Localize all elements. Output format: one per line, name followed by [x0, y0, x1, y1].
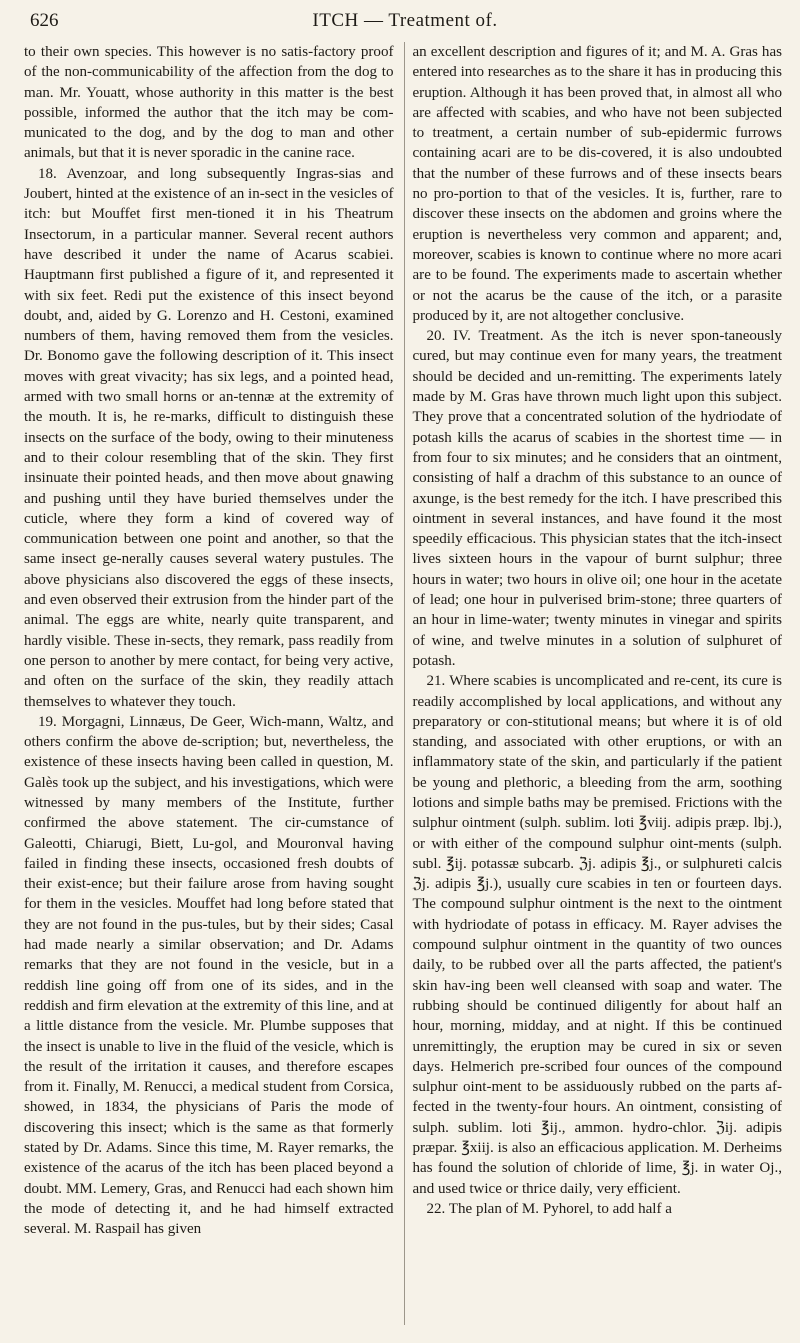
paragraph: 20. IV. Treatment. As the itch is never spon-taneously cured, but may continue even for many years, the treatment should be decided and un-remitting. The experiments lately made by M. Gras have thrown much light upon this subject. They prove that a concentrated solution of the hydriodate of potash kills the acarus of scabies in the shortest time — in from four to six minutes; and he considers that an ointment, consisting of half a drachm of this substance to an ounce of axunge, is the best remedy for the itch. I have prescribed this ointment in several instances, and have found it the most speedily efficacious. This physician states that the itch-insect lives sixteen hours in the vapour of burnt sulphur; three hours in water; two hours in olive oil; one hour in the acetate of lead; one hour in pulverised brim-stone; three quarters of an hour in lime-water; twenty minutes in vinegar and spirits of wine, and twelve minutes in a solution of sulphuret of potash.	[412, 328, 782, 669]
right-column	[404, 42, 783, 1325]
running-head: ITCH — Treatment of.	[312, 10, 498, 31]
paragraph: 19. Morgagni, Linnæus, De Geer, Wich-mann, Waltz, and others confirm the above de-scription; but, nevertheless, the existence of these insects having been called in question, M. Galès took up the subject, and his investigations, which were witnessed by many members of the Institute, further confirmed the above statement. The cir-cumstance of Galeotti, Chiarugi, Biett, Lu-gol, and Mouronval having failed in finding these insects, occasioned fresh doubts of their exist-ence; but their failure arose from having sought for them in the vesicles. Mouffet had long before stated that they are not found in the pus-tules, but by their sides; Casal had made nearly a similar observation; and Dr. Adams remarks that they are not found in the vesicle, but in a reddish line going off from one of its sides, and in the reddish and firm elevation at the extremity of this line, and at a little distance from the vesicle. Mr. Plumbe supposes that the insect is unable to live in the fluid of the vesicle, which is the result of the irritation it causes, and therefore escapes from it. Finally, M. Renucci, a medical student from Corsica, showed, in 1834, the physicians of Paris the mode of discovering this insect; which is the same as that formerly stated by Dr. Adams. Since this time, M. Rayer remarks, the existence of the acarus of the itch has been placed beyond a doubt. MM. Lemery, Gras, and Renucci had each shown him the mode of detecting it, and he had himself extracted several. M. Raspail has given	[24, 713, 394, 1238]
text-columns	[24, 42, 782, 1325]
paragraph: 18. Avenzoar, and long subsequently Ingras-sias and Joubert, hinted at the existence of an in-sect in the vesicles of itch: but Mouffet first men-tioned it in his Theatrum Insectorum, in a particular manner. Several recent authors have described it under the name of Acarus scabiei. Hauptmann first published a figure of it, and represented it with six feet. Redi put the existence of this insect beyond doubt, and, aided by G. Lorenzo and H. Cestoni, examined numbers of them, having removed them from the vesicles. Dr. Bonomo gave the following description of it. This insect moves with great vivacity; has six legs, and a pointed head, armed with two small horns or an-tennæ at the extremity of the mouth. It is, he re-marks, difficult to distinguish these insects on the surface of the body, owing to their minuteness and to their colour resembling that of the skin. They first insinuate their pointed heads, and then move about gnawing and pushing until they have buried themselves under the cuticle, where they form a kind of covered way of communication between one point and another, so that the same insect ge-nerally causes several watery pustules. The above physicians also discovered the eggs of these insects, and even observed their extrusion from the hinder part of the animal. The eggs are white, nearly quite transparent, and hardly visible. These in-sects, they remark, pass readily from one person to another by mere contact, for being very active, and often on the surface of the skin, they readily attach themselves to whatever they touch.	[24, 165, 394, 710]
paragraph: an excellent description and figures of it; and M. A. Gras has entered into researches as to the share it has in producing this eruption. Although it has been proved that, in almost all who are affected with scabies, and who have not been subjected to treatment, a certain number of sub-epidermic furrows containing acari are to be dis-covered, it is also undoubted that the number of these furrows and of these insects bears no pro-portion to that of the vesicles. It is, further, rare to discover these insects on the abdomen and groins where the eruption is nevertheless very common and apparent; and, moreover, scabies is known to continue where no more acari are to be found. The experiments made to ascertain whether or not the acarus be the cause of the itch, or a parasite produced by it, are not altogether conclusive.	[412, 44, 782, 324]
left-column	[24, 42, 394, 1325]
paragraph: to their own species. This however is no satis-factory proof of the non-communicability of the affection from the dog to man. Mr. Youatt, whose authority in this matter is the best possible, informed the author that the itch may be com-municated to the dog, and by the dog to man and other animals, but that it is never sporadic in the canine race.	[24, 44, 394, 162]
page-header	[30, 10, 780, 42]
page-number: 626	[30, 10, 59, 31]
paragraph: 22. The plan of M. Pyhorel, to add half a	[426, 1200, 672, 1217]
paragraph: 21. Where scabies is uncomplicated and re-cent, its cure is readily accomplished by local applications, and without any preparatory or con-stitutional means; but where it is of old standing, and associated with other eruptions, or with an inflammatory state of the skin, and particularly if the patient be young and plethoric, a bleeding from the arm, soothing lotions and simple baths may be premised. Frictions with the sulphur ointment (sulph. sublim. loti ℥viij. adipis præp. lbj.), or with either of the compound sulphur oint-ments (sulph. subl. ℥ij. potassæ subcarb. ℨj. adipis ℥j., or sulphureti calcis ℨj. adipis ℥j.), usually cure scabies in ten or fourteen days. The compound sulphur ointment is the next to the ointment with hydriodate of potass in efficacy. M. Rayer advises the compound sulphur ointment in the quantity of two ounces daily, to be rubbed over all the parts affected, the patient's skin hav-ing been well cleansed with soap and water. The rubbing should be continued diligently for about half an hour, morning, midday, and at night. If this be continued unremittingly, the eruption may be cured in six or seven days. Helmerich pre-scribed four ounces of the compound sulphur oint-ment to be assiduously rubbed on the parts af-fected in the twenty-four hours. An ointment, consisting of sulph. sublim. loti ℥ij., ammon. hydro-chlor. ℨij. adipis præpar. ℥xiij. is also an efficacious application. M. Derheims has found the solution of chloride of lime, ℥j. in water Oj., and used twice or thrice daily, very efficient.	[412, 673, 782, 1197]
